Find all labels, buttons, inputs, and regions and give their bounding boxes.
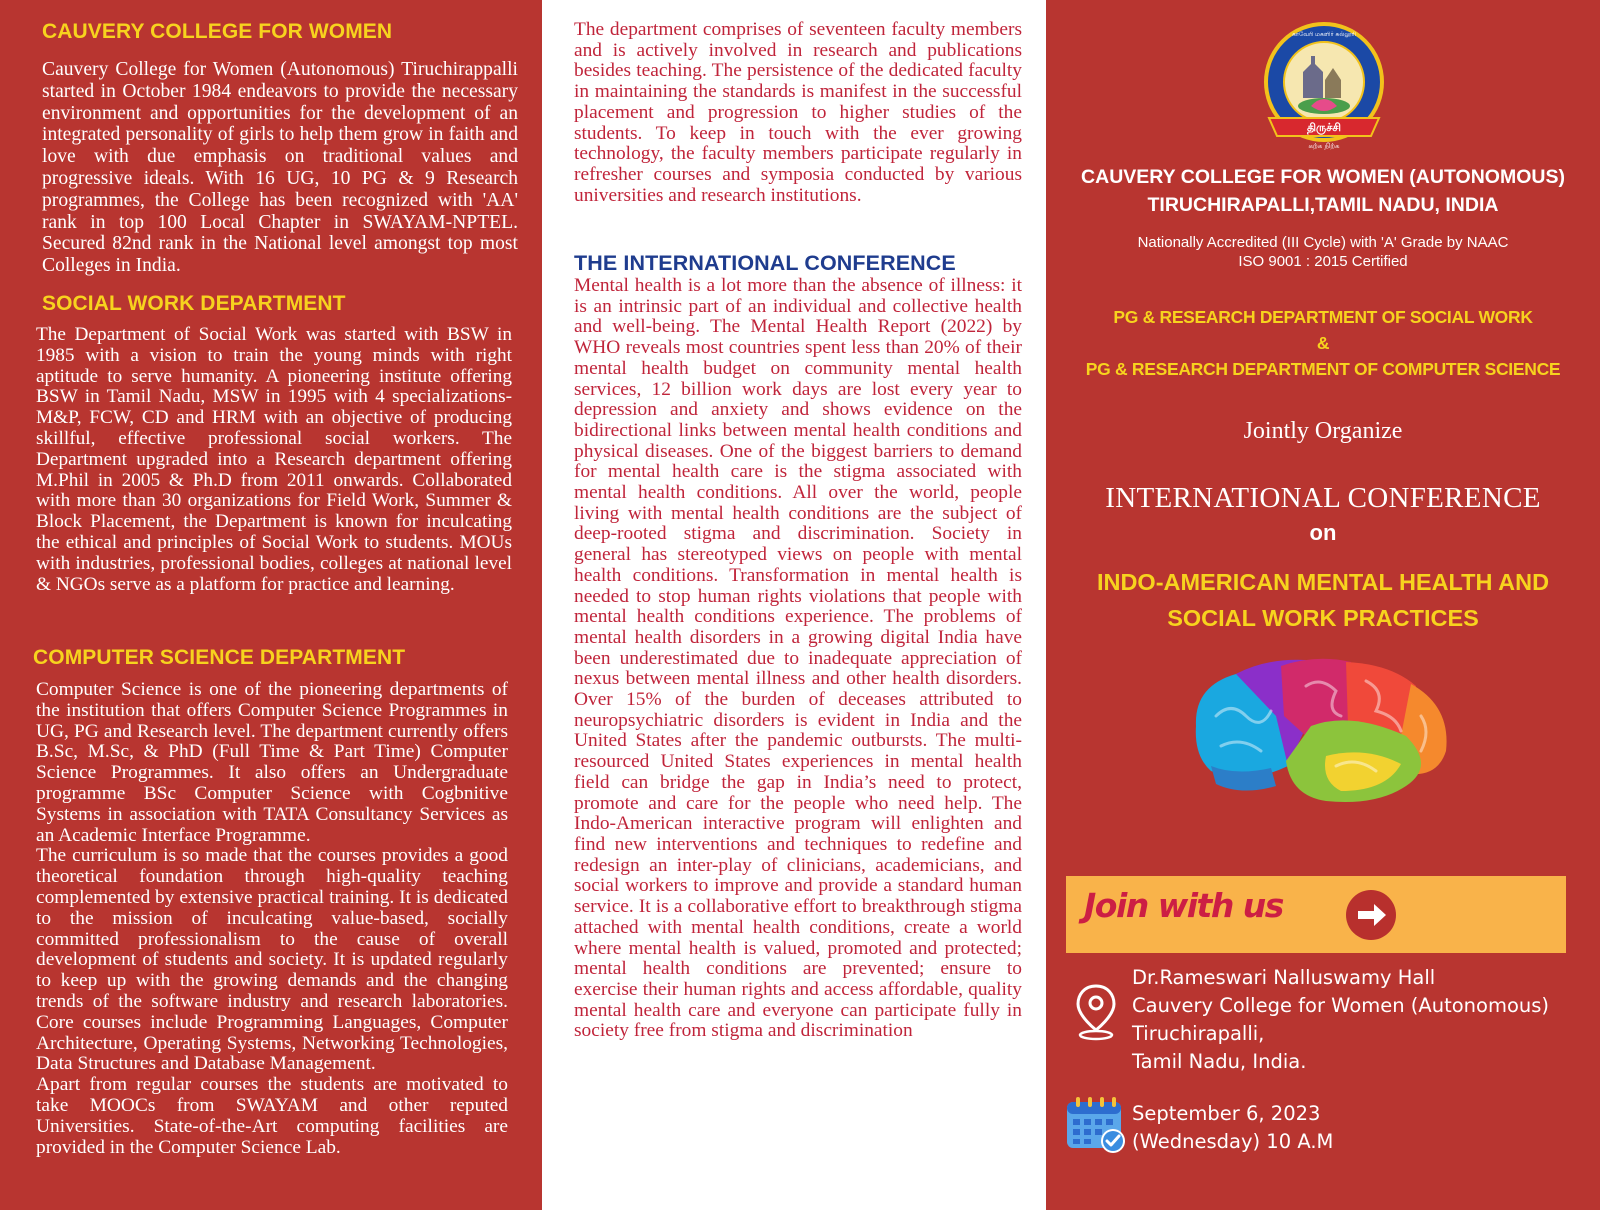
venue-address bbox=[1132, 964, 1549, 1076]
faculty-description bbox=[574, 20, 1022, 206]
college-paragraph: Cauvery College for Women (Autonomous) Tiruchirappalli started in October 1984 endeavors to provide the necessary environment and opportunities for the development of an integrated personality of girls to help them grow in faith and love with due emphasis on traditional values and progressive ideals. With 16 UG, 10 PG & 9 Research programmes, the College has been recognized with 'AA' rank in top 100 Local Chapter in SWAYAM-NPTEL. Secured 82nd rank in the National level amongst top most Colleges in India. bbox=[42, 59, 518, 277]
college-location: TIRUCHIRAPALLI,TAMIL NADU, INDIA bbox=[1147, 194, 1499, 216]
college-heading: CAUVERY COLLEGE FOR WOMEN bbox=[42, 20, 393, 43]
cs-paragraph-1: Computer Science is one of the pioneering departments of the institution that offers Computer Science Programmes in UG, PG and Research level. The department currently offers B.Sc, M.Sc, & PhD (Full Time & Part Time) Computer Science Programmes. It also offers an Undergraduate programme BSc Computer Science with Cogbnitive Systems in association with TATA Consultancy Services as an Academic Interface Programme. bbox=[36, 679, 508, 846]
venue-line: Cauvery College for Women (Autonomous) bbox=[1132, 994, 1550, 1017]
dept-ampersand: & bbox=[1316, 333, 1330, 353]
venue-line: Dr.Rameswari Nalluswamy Hall bbox=[1132, 966, 1436, 989]
conference-paragraph: Mental health is a lot more than the absence of illness: it is an intrinsic part of an individual and collective health and well-being. The Mental Health Report (2022) by WHO reveals most countries spent less than 20% of their mental health budget on community mental health services, 12 billion work days are lost every year to depression and anxiety and shows evidence on the bidirectional links between mental health conditions and physical diseases. One of the biggest barriers to demand for mental health care is the stigma associated with mental health conditions. All over the world, people living with mental health conditions are the subject of deep-rooted stigma and discrimination. Society in general has stereotyped views on people with mental health conditions. Transformation in mental health is needed to stop human rights violations that people with mental health conditions experience. The problems of mental health disorders in a growing digital India have been underestimated due to inadequate appreciation of nexus between mental illness and other health disorders. Over 15% of the burden of deceases attributed to neuropsychiatric disorders is evident in India and the United States after the pandemic outbursts. The multi-resourced United States experiences in mental health field can bridge the gap in India’s need to protect, promote and care for the people who need help. The Indo-American interactive program will enlighten and find new interventions and techniques to redefine and redesign an inter-play of clinicians, academicians, and social workers to improve and provide a standard human service. It is a collaborative effort to breakthrough stigma attached with mental health conditions, create a world where mental health is valued, promoted and protected; mental health conditions are prevented; ensure to exercise their human rights and access affordable, quality mental health care and everyone can participate fully in society free from stigma and discrimination bbox=[574, 275, 1022, 1042]
middle-panel bbox=[542, 0, 1046, 1210]
cs-description bbox=[36, 680, 508, 1158]
logo-top-text: காவேரி மகளிர் கல்லூரி bbox=[1291, 31, 1357, 38]
logo-ribbon-text: திருச்சி bbox=[1307, 121, 1341, 134]
right-panel bbox=[1046, 0, 1600, 1210]
join-label[interactable]: Join with us bbox=[1084, 886, 1283, 925]
college-description bbox=[42, 59, 518, 277]
cs-paragraph-2: The curriculum is so made that the courses provides a good theoretical foundation through high-quality teaching complemented by extensive practical training. It is dedicated to the mission of inculcating value-based, socially committed professionalism to the cause of overall development of students and society. It is updated regularly to keep up with the growing demands and the changing trends of the software industry and research laboratories. Core courses include Programming Languages, Computer Architecture, Operating Systems, Networking Technologies, Data Structures and Database Management. bbox=[36, 845, 508, 1075]
jointly-organize: Jointly Organize bbox=[1243, 418, 1403, 444]
conference-heading: THE INTERNATIONAL CONFERENCE bbox=[574, 251, 956, 275]
social-work-description bbox=[36, 325, 512, 595]
conference-title: INTERNATIONAL CONFERENCE bbox=[1105, 482, 1541, 514]
time-line: (Wednesday) 10 A.M bbox=[1132, 1130, 1334, 1153]
arrow-right-icon[interactable] bbox=[1346, 890, 1396, 940]
college-logo bbox=[1253, 20, 1395, 154]
faculty-paragraph: The department comprises of seventeen faculty members and is actively involved in research and publications besides teaching. The persistence of the dedicated faculty in maintaining the standards is manifest in the successful placement and progression to higher studies of the students. To keep in touch with the ever growing technology, the faculty members participate regularly in refresher courses and symposia conducted by various universities and research institutions. bbox=[574, 19, 1022, 206]
iso-text: ISO 9001 : 2015 Certified bbox=[1238, 253, 1408, 270]
cs-paragraph-3: Apart from regular courses the students are motivated to take MOOCs from SWAYAM and other reputed Universities. State-of-the-Art computing facilities are provided in the Computer Science Lab. bbox=[36, 1074, 508, 1158]
location-pin-icon bbox=[1074, 982, 1118, 1042]
dept-social-work: PG & RESEARCH DEPARTMENT OF SOCIAL WORK bbox=[1113, 307, 1533, 327]
social-work-heading: SOCIAL WORK DEPARTMENT bbox=[42, 292, 346, 315]
left-panel bbox=[0, 0, 542, 1210]
college-emblem-icon bbox=[1253, 20, 1395, 154]
dept-computer-science: PG & RESEARCH DEPARTMENT OF COMPUTER SCIENCE bbox=[1085, 359, 1561, 379]
event-date bbox=[1132, 1100, 1333, 1156]
venue-line: Tiruchirapalli, bbox=[1132, 1022, 1265, 1045]
venue-line: Tamil Nadu, India. bbox=[1132, 1050, 1307, 1073]
brain-illustration-icon bbox=[1176, 656, 1476, 816]
social-work-paragraph: The Department of Social Work was started with BSW in 1985 with a vision to train the young minds with right aptitude to serve humanity. A pioneering institute offering BSW in Tamil Nadu, MSW in 1995 with 4 specializations- M&P, FCW, CD and HRM with an objective of producing skillful, effective professional social workers. The Department upgraded into a Research department offering M.Phil in 2005 & Ph.D from 2011 onwards. Collaborated with more than 30 organizations for Field Work, Summer & Block Placement, the Department is known for inculcating the ethical and principles of Social Work to students. MOUs with industries, professional bodies, colleges at national level & NGOs serve as a platform for practice and learning. bbox=[36, 324, 512, 595]
date-line: September 6, 2023 bbox=[1132, 1102, 1321, 1125]
college-name: CAUVERY COLLEGE FOR WOMEN (AUTONOMOUS) bbox=[1081, 166, 1565, 188]
theme-line-2: SOCIAL WORK PRACTICES bbox=[1167, 605, 1479, 631]
calendar-check-icon bbox=[1064, 1094, 1128, 1156]
theme-line-1: INDO-AMERICAN MENTAL HEALTH AND bbox=[1096, 569, 1550, 595]
cs-heading: COMPUTER SCIENCE DEPARTMENT bbox=[33, 646, 406, 669]
conference-description bbox=[574, 276, 1022, 1042]
conference-on: on bbox=[1309, 520, 1337, 545]
accreditation-text: Nationally Accredited (III Cycle) with 'A' Grade by NAAC bbox=[1137, 234, 1509, 251]
logo-motto-text: கற்க நிற்க bbox=[1308, 142, 1340, 150]
join-banner[interactable] bbox=[1066, 876, 1566, 953]
